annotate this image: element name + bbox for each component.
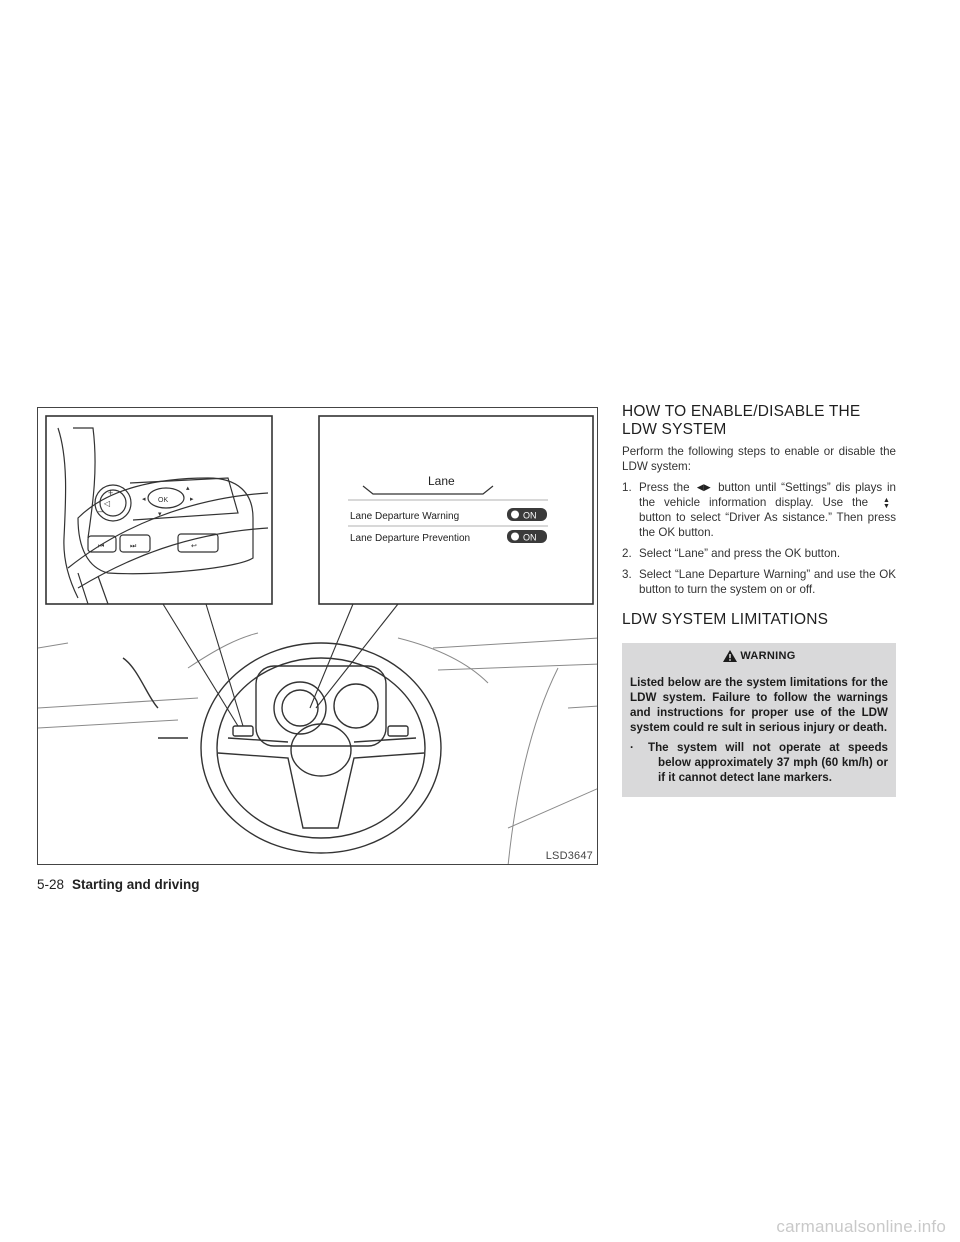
svg-text:⏮: ⏮ [98, 542, 105, 550]
wheel-ok-label: OK [158, 497, 169, 504]
warning-icon [722, 649, 738, 663]
section-heading-limitations: LDW SYSTEM LIMITATIONS [622, 611, 829, 628]
toggle-ldw-state: ON [523, 510, 537, 521]
step-1-text-a: Press the [639, 481, 690, 494]
svg-text:◂: ◂ [142, 495, 146, 503]
step-3-number: 3. [622, 568, 632, 581]
step-1-text-b: button until “Settings” dis plays in the vehicle information display. Use the [639, 481, 896, 509]
screen-title: Lane [428, 474, 455, 488]
svg-text:↩: ↩ [191, 542, 197, 550]
svg-text:▾: ▾ [158, 510, 162, 518]
left-right-arrows-icon: ◀▶ [696, 482, 711, 492]
figure-code: LSD3647 [545, 850, 593, 862]
up-down-arrows-icon: ▲ ▼ [883, 497, 890, 510]
menu-item-ldw: Lane Departure Warning [350, 511, 460, 522]
toggle-ldp [507, 530, 547, 543]
toggle-ldp-state: ON [523, 532, 537, 543]
warning-bullet [630, 740, 888, 785]
steering-wheel-figure [37, 407, 598, 865]
svg-text:▸: ▸ [190, 495, 194, 503]
step-2-number: 2. [622, 547, 632, 560]
warning-label: WARNING [740, 649, 796, 662]
wheel-plus-label: + [108, 488, 114, 498]
toggle-ldw [507, 508, 547, 521]
intro-paragraph: Perform the following steps to enable or disable the LDW system: [622, 445, 896, 473]
svg-text:▴: ▴ [186, 484, 190, 492]
step-2 [622, 546, 896, 561]
step-1 [622, 480, 896, 540]
step-1-text-c: button to select “Driver As sistance.” Then press the OK button. [639, 511, 896, 539]
svg-text:◁: ◁ [104, 499, 111, 508]
menu-item-ldp: Lane Departure Prevention [350, 533, 471, 544]
warning-header [630, 643, 888, 668]
step-3 [622, 567, 896, 597]
footer-section-title: Starting and driving [72, 877, 200, 892]
warning-bullet-text: The system will not operate at speeds below approximately 37 mph (60 km/h) or if it cannot detect lane markers. [648, 741, 888, 784]
wheel-minus-label: – [98, 506, 104, 516]
text-column [622, 403, 896, 797]
page-number: 5-28 [37, 877, 65, 892]
section-heading-enable-disable: HOW TO ENABLE/DISABLE THE LDW SYSTEM [622, 403, 861, 438]
page-footer [37, 877, 200, 892]
step-1-number: 1. [622, 481, 632, 494]
step-2-text: Select “Lane” and press the OK button. [639, 547, 841, 560]
watermark-link[interactable]: carmanualsonline.info [776, 1217, 946, 1236]
step-3-text: Select “Lane Departure Warning” and use the OK button to turn the system on or off. [639, 568, 896, 596]
warning-box [622, 643, 896, 797]
figure-drawing [38, 408, 598, 865]
bullet-dot: · [630, 741, 634, 754]
svg-text:⏭: ⏭ [130, 542, 137, 550]
warning-text: Listed below are the system limitations for the LDW system. Failure to follow the warnings and instructions for proper use of the LDW system could re sult in serious injury or death. [630, 676, 888, 734]
